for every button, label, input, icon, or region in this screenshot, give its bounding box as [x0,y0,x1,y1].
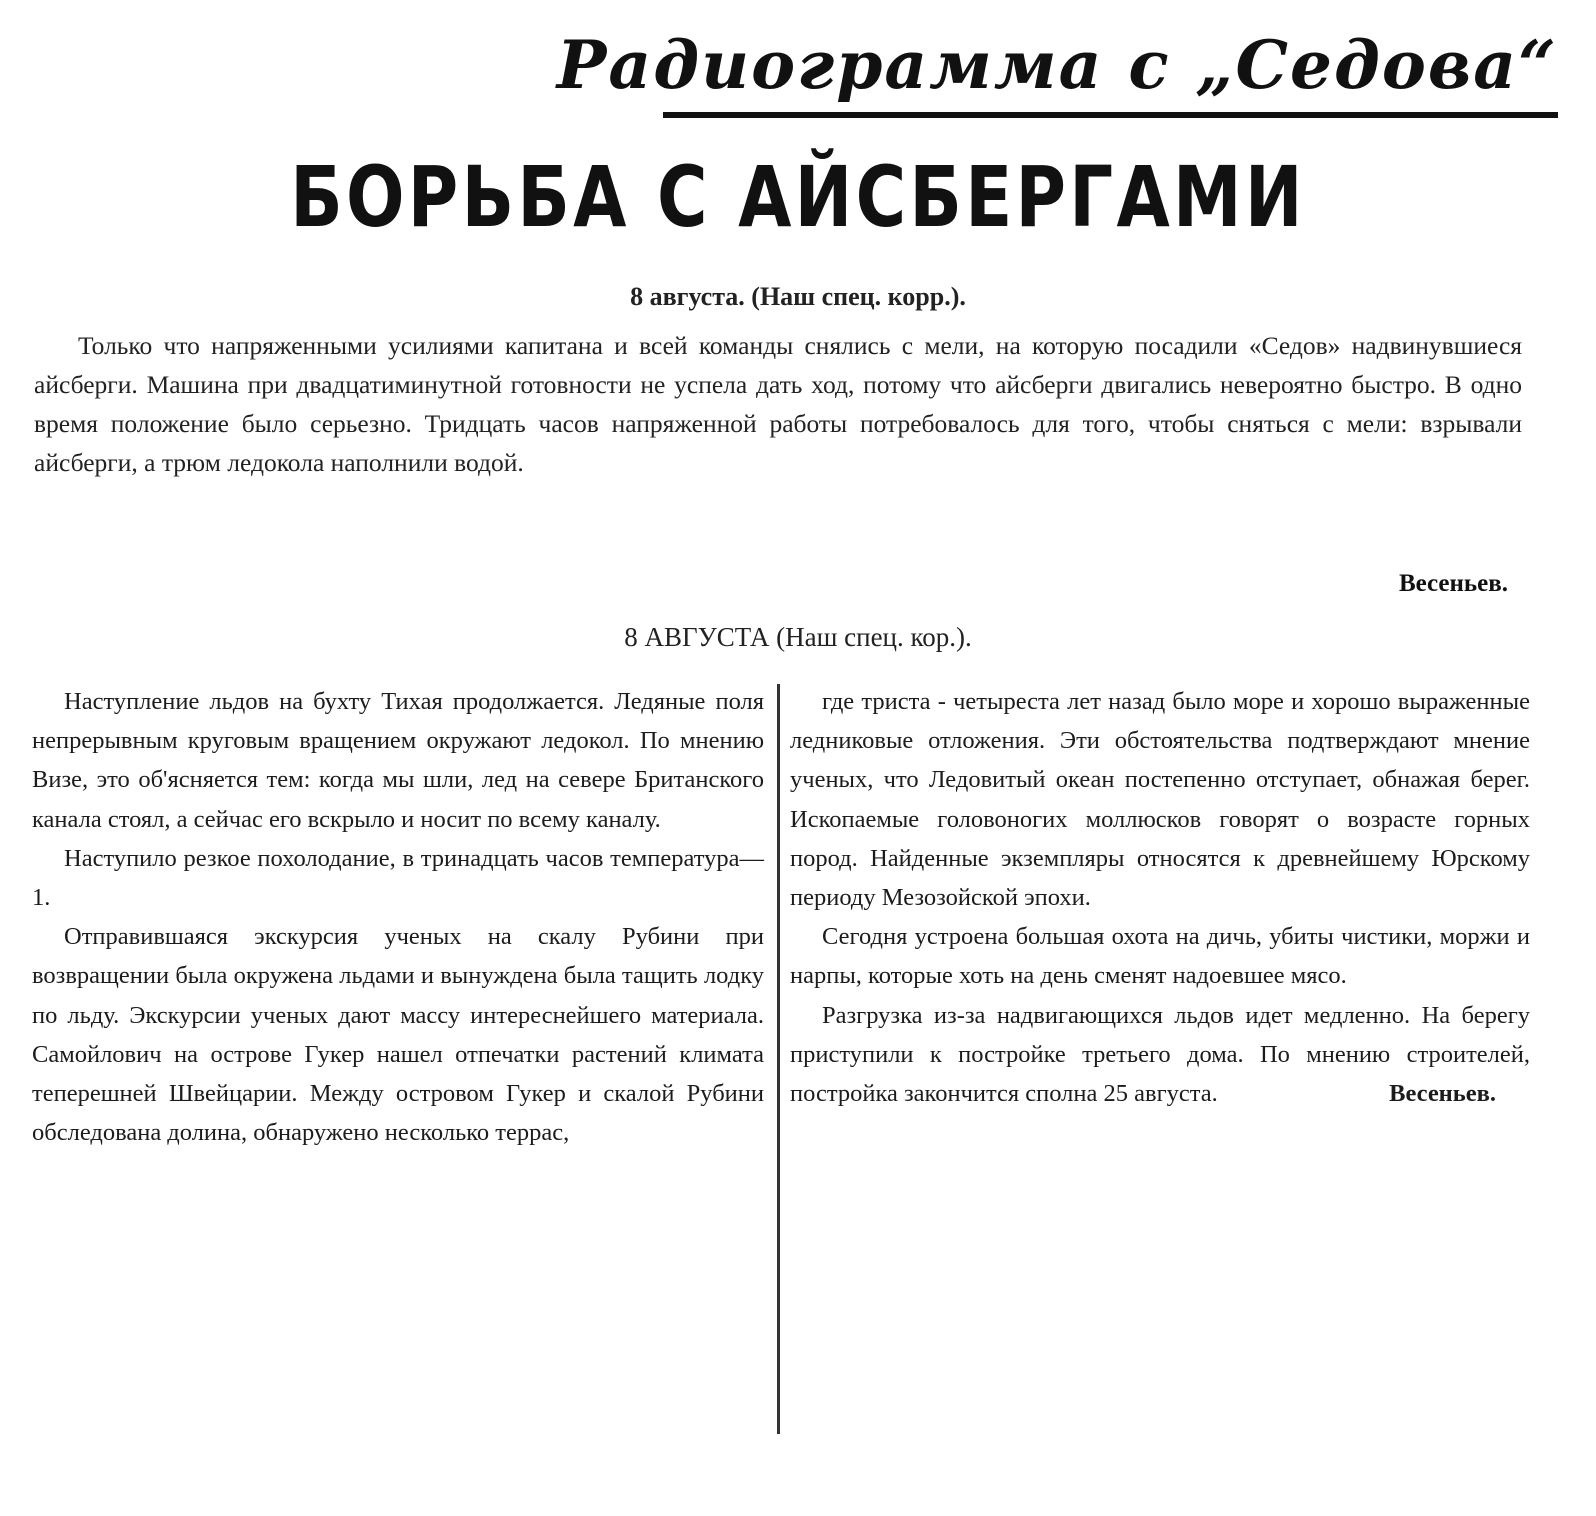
report2-paragraph: где триста - четыреста лет назад было море и хорошо выраженные ледниковые отложения. Эти обстоятельства подтверждают мнение ученых, что Ледовитый океан постепенно отступает, обнажая берег. Ископаемые головоногих моллюсков говорят о возрасте горных пород. Найденные экземпляры относятся к древнейшему Юрскому периоду Мезозойской эпохи. [790,688,1530,912]
report2-paragraph: Наступило резкое похолодание, в тринадцать часов температура—1. [32,844,764,912]
report1-dateline: 8 августа. (Наш спец. корр.). [630,282,966,311]
report2-paragraph: Сегодня устроена большая охота на дичь, убиты чистики, моржи и нарпы, которые хоть на день сменят надоевшее мясо. [790,923,1530,990]
headline: БОРЬБА С АЙСБЕРГАМИ [290,148,1306,246]
report2-paragraph: Отправившаяся экскурсия ученых на скалу Рубини при возвращении была окружена льдами и вынуждена была тащить лодку по льду. Экскурсии ученых дают массу интереснейшего материала. Самойлович на острове Гукер нашел отпечатки растений климата теперешней Швейцарии. Между островом Гукер и скалой Рубини обследована долина, обнаружено несколько террас, [32,923,764,1147]
kicker-title: Радиограмма с „Седова“ [556,26,1558,104]
report1-signature: Весеньев. [1398,570,1508,597]
report2-paragraph: Наступление льдов на бухту Тихая продолжается. Ледяные поля непрерывным круговым вращением окружают ледокол. По мнению Визе, это об'ясняется тем: когда мы шли, лед на севере Британского канала стоял, а сейчас его вскрыло и носит по всему каналу. [32,688,764,833]
report2-signature: Весеньев. [1389,1080,1496,1108]
column-divider [777,684,780,1434]
report2-left-column [32,682,764,1152]
report2-right-column [790,682,1530,1113]
report1-text: Только что напряженными усилиями капитана и всей команды снялись с мели, на которую посадили «Седов» надвинувшиеся айсберги. Машина при двадцатиминутной готовности не успела дать ход, потому что айсберги двигались невероятно быстро. В одно время положение было серьезно. Тридцать часов напряженной работы потребовалось для того, чтобы сняться с мели: взрывали айсберги, а трюм ледокола наполнили водой. [34,331,1522,477]
report2-paragraph [790,996,1530,1114]
newspaper-clipping [28,20,1568,1450]
report2-final-text: Разгрузка из-за надвигающихся льдов идет медленно. На берегу приступили к постройке третьего дома. По мнению строителей, постройка закончится сполна 25 августа. [790,1001,1530,1108]
kicker-underline [663,112,1558,118]
report2-dateline: 8 АВГУСТА (Наш спец. кор.). [624,622,972,652]
